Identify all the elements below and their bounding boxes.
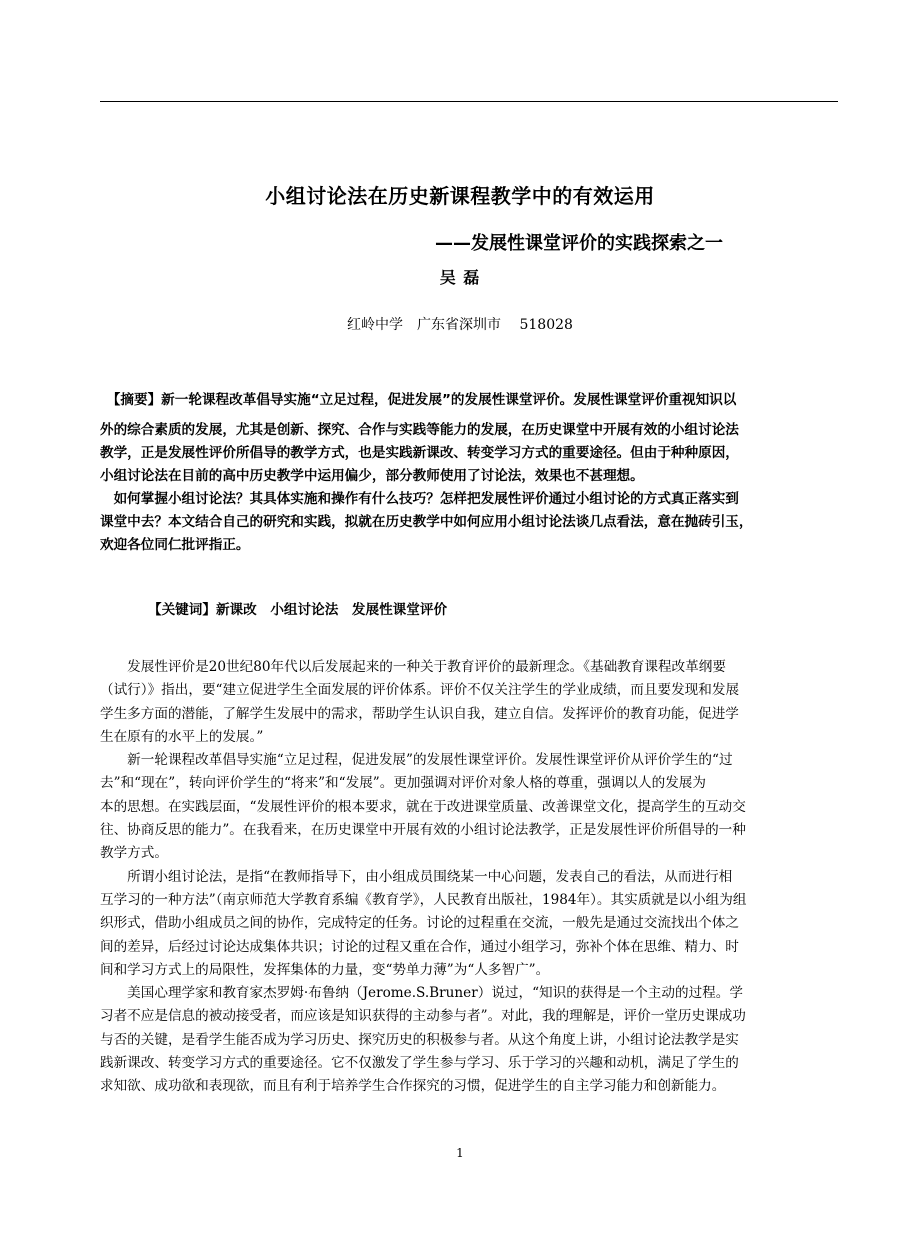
body-line: 教学方式。 bbox=[100, 845, 168, 862]
body-text bbox=[100, 656, 838, 1099]
body-line: 发展性评价是20世纪80年代以后发展起来的一种关于教育评价的最新理念。《基础教育课程改革纲要 bbox=[100, 659, 726, 675]
article-title: 小组讨论法在历史新课程教学中的有效运用 bbox=[265, 184, 655, 208]
author-name: 吴 磊 bbox=[439, 268, 481, 287]
body-line: 习者不应是信息的被动接受者，而应该是知识获得的主动参与者”。对此，我的理解是，评价一堂历史课成功 bbox=[100, 1008, 746, 1025]
body-line: 本的思想。在实践层面，“发展性评价的根本要求，就在于改进课堂质量、改善课堂文化，提高学生的互动交 bbox=[100, 798, 746, 815]
abstract-line: 小组讨论法在目前的高中历史教学中运用偏少，部分教师使用了讨论法，效果也不甚理想。 bbox=[100, 468, 644, 484]
abstract-line: 课堂中去？本文结合自己的研究和实践，拟就在历史教学中如何应用小组讨论法谈几点看法，意在抛砖引玉， bbox=[100, 514, 753, 530]
body-line: 美国心理学家和教育家杰罗姆·布鲁纳（Jerome.S.Bruner）说过，“知识的获得是一个主动的过程。学 bbox=[100, 985, 743, 1002]
abstract-line: 教学，正是发展性评价所倡导的教学方式，也是实践新课改、转变学习方式的重要途径。但由于种种原因， bbox=[100, 445, 739, 461]
body-line: （试行）》指出，要“建立促进学生全面发展的评价体系。评价不仅关注学生的学业成绩，而且要发现和发展 bbox=[100, 682, 740, 699]
body-line: 践新课改、转变学习方式的重要途径。它不仅激发了学生参与学习、乐于学习的兴趣和动机，满足了学生的 bbox=[100, 1055, 739, 1072]
body-line: 新一轮课程改革倡导实施“立足过程，促进发展”的发展性课堂评价。发展性课堂评价从评价学生的“过 bbox=[100, 752, 733, 769]
body-line: 生在原有的水平上的发展。” bbox=[100, 728, 264, 745]
body-line: 往、协商反思的能力”。在我看来，在历史课堂中开展有效的小组讨论法教学，正是发展性评价所倡导的一种 bbox=[100, 822, 746, 839]
body-line: 求知欲、成功欲和表现欲，而且有利于培养学生合作探究的习惯，促进学生的自主学习能力和创新能力。 bbox=[100, 1078, 726, 1095]
body-line: 与否的关键，是看学生能否成为学习历史、探究历史的积极参与者。从这个角度上讲，小组讨论法教学是实 bbox=[100, 1031, 739, 1048]
abstract bbox=[100, 389, 838, 557]
author-affiliation: 红岭中学 广东省深圳市 518028 bbox=[347, 317, 573, 333]
body-line: 所谓小组讨论法，是指“在教师指导下，由小组成员围绕某一中心问题，发表自己的看法，从而进行相 bbox=[100, 868, 733, 885]
body-line: 织形式，借助小组成员之间的协作，完成特定的任务。讨论的过程重在交流，一般先是通过交流找出个体之 bbox=[100, 915, 739, 932]
page-number: 1 bbox=[456, 1146, 464, 1160]
abstract-line: 【摘要】新一轮课程改革倡导实施“立足过程，促进发展”的发展性课堂评价。发展性课堂评价重视知识以 bbox=[100, 392, 737, 408]
body-line: 学生多方面的潜能，了解学生发展中的需求，帮助学生认识自我，建立自信。发挥评价的教育功能，促进学 bbox=[100, 705, 739, 722]
body-line: 间和学习方式上的局限性，发挥集体的力量，变“势单力薄”为“人多智广”。 bbox=[100, 961, 550, 978]
abstract-line: 外的综合素质的发展，尤其是创新、探究、合作与实践等能力的发展，在历史课堂中开展有效的小组讨论法 bbox=[100, 422, 739, 438]
body-line: 间的差异，后经过讨论达成集体共识；讨论的过程又重在合作，通过小组学习，弥补个体在思维、精力、时 bbox=[100, 938, 739, 955]
header-rule bbox=[100, 101, 838, 102]
abstract-line: 如何掌握小组讨论法？其具体实施和操作有什么技巧？怎样把发展性评价通过小组讨论的方式真正落实到 bbox=[100, 491, 739, 507]
article-subtitle: ——发展性课堂评价的实践探索之一 bbox=[435, 233, 723, 254]
abstract-line: 欢迎各位同仁批评指正。 bbox=[100, 537, 250, 553]
keywords: 【关键词】新课改 小组讨论法 发展性课堂评价 bbox=[148, 602, 448, 618]
body-line: 去”和“现在”，转向评价学生的“将来”和“发展”。更加强调对评价对象人格的尊重，强调以人的发展为 bbox=[100, 775, 706, 792]
body-line: 互学习的一种方法”（南京师范大学教育系编《教育学》，人民教育出版社，1984年）。其实质就是以小组为组 bbox=[100, 891, 747, 908]
